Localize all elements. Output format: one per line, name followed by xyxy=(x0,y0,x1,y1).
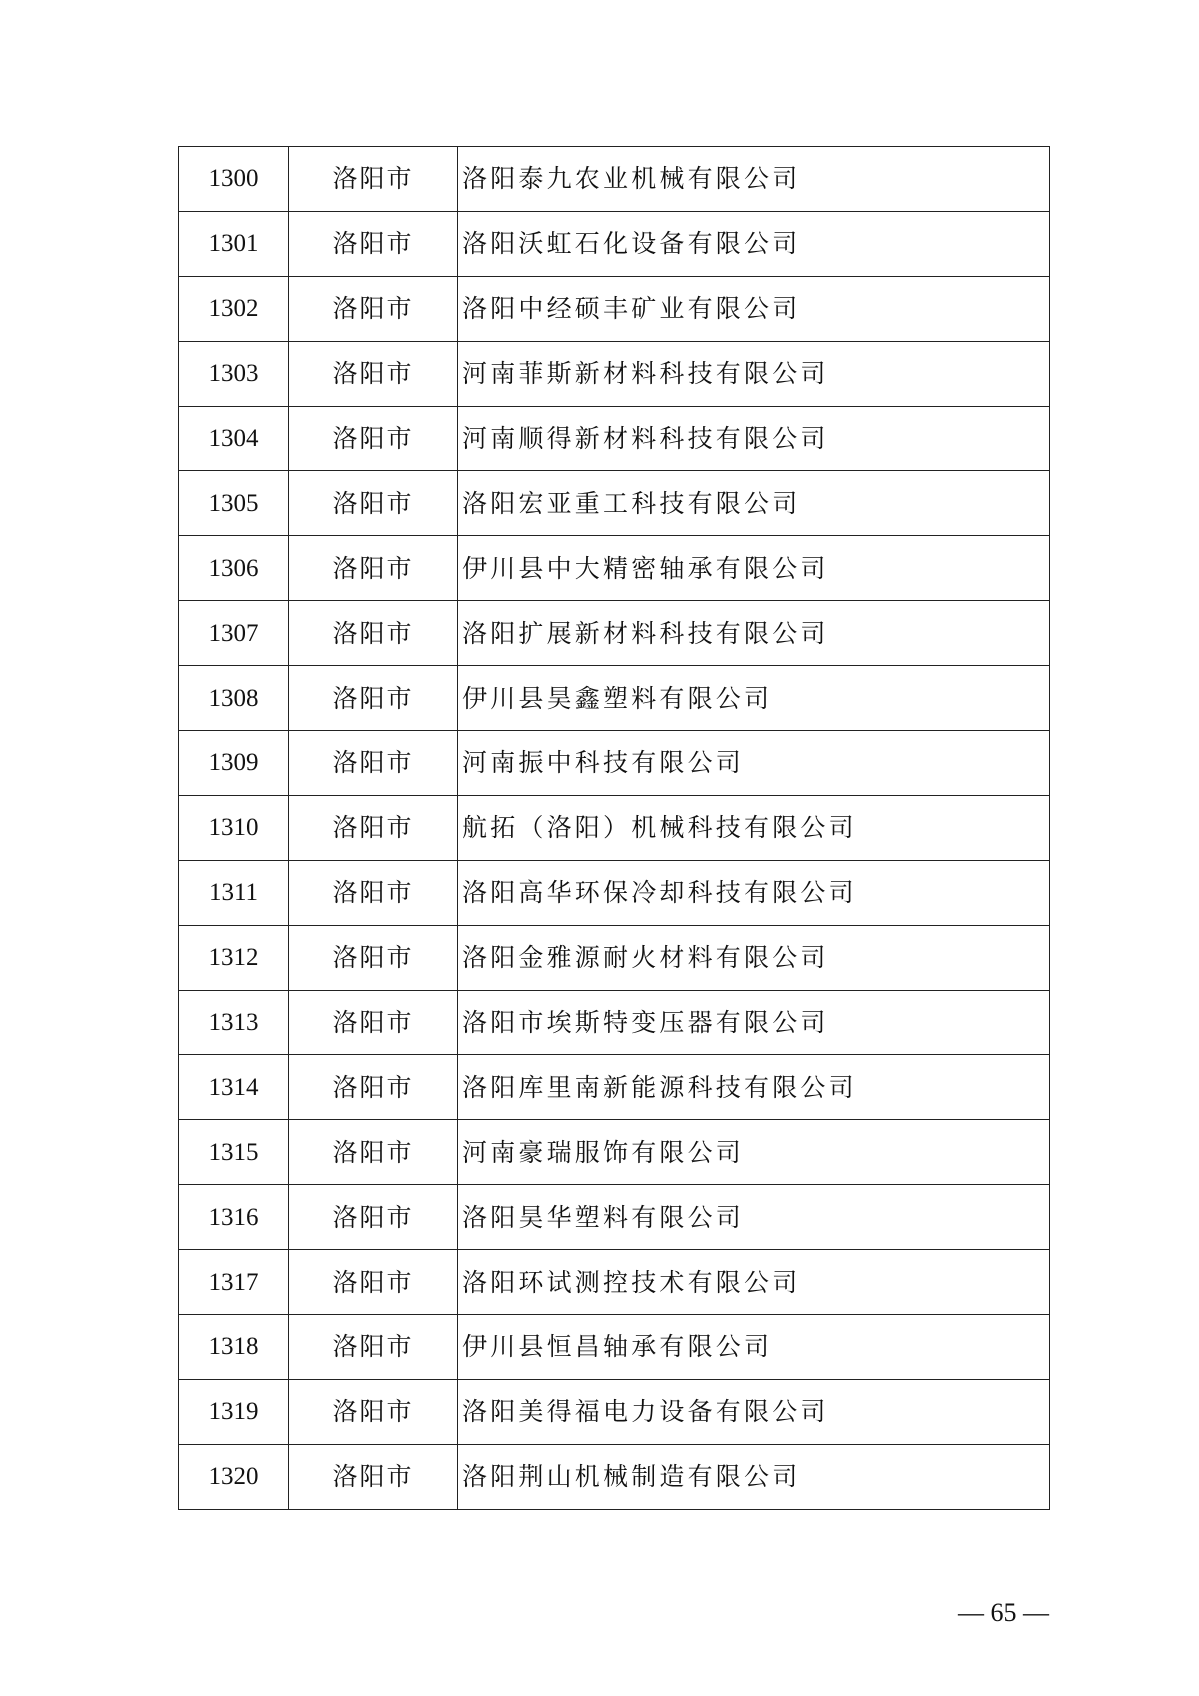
company-name-cell: 河南顺得新材料科技有限公司 xyxy=(458,406,1050,471)
row-number-cell: 1310 xyxy=(179,795,289,860)
company-list-table xyxy=(178,146,1050,1510)
table-row xyxy=(179,341,1050,406)
company-name-cell: 伊川县恒昌轴承有限公司 xyxy=(458,1315,1050,1380)
company-name-cell: 洛阳库里南新能源科技有限公司 xyxy=(458,1055,1050,1120)
row-number-cell: 1312 xyxy=(179,925,289,990)
city-cell: 洛阳市 xyxy=(289,406,458,471)
table-row xyxy=(179,147,1050,212)
row-number-cell: 1319 xyxy=(179,1379,289,1444)
city-cell: 洛阳市 xyxy=(289,1250,458,1315)
row-number-cell: 1313 xyxy=(179,990,289,1055)
table-row xyxy=(179,1315,1050,1380)
city-cell: 洛阳市 xyxy=(289,601,458,666)
city-cell: 洛阳市 xyxy=(289,666,458,731)
city-cell: 洛阳市 xyxy=(289,1444,458,1509)
company-name-cell: 洛阳宏亚重工科技有限公司 xyxy=(458,471,1050,536)
row-number-cell: 1302 xyxy=(179,276,289,341)
city-cell: 洛阳市 xyxy=(289,1120,458,1185)
row-number-cell: 1304 xyxy=(179,406,289,471)
table-row xyxy=(179,211,1050,276)
table-body xyxy=(179,147,1050,1510)
city-cell: 洛阳市 xyxy=(289,860,458,925)
company-name-cell: 洛阳扩展新材料科技有限公司 xyxy=(458,601,1050,666)
table-row xyxy=(179,601,1050,666)
table-row xyxy=(179,666,1050,731)
page-number: — 65 — xyxy=(958,1598,1049,1627)
company-name-cell: 洛阳沃虹石化设备有限公司 xyxy=(458,211,1050,276)
company-name-cell: 洛阳荆山机械制造有限公司 xyxy=(458,1444,1050,1509)
row-number-cell: 1306 xyxy=(179,536,289,601)
company-name-cell: 洛阳中经硕丰矿业有限公司 xyxy=(458,276,1050,341)
row-number-cell: 1311 xyxy=(179,860,289,925)
table-row xyxy=(179,731,1050,796)
table-row xyxy=(179,471,1050,536)
city-cell: 洛阳市 xyxy=(289,211,458,276)
company-name-cell: 河南振中科技有限公司 xyxy=(458,731,1050,796)
city-cell: 洛阳市 xyxy=(289,1379,458,1444)
company-name-cell: 洛阳环试测控技术有限公司 xyxy=(458,1250,1050,1315)
table-row xyxy=(179,925,1050,990)
row-number-cell: 1316 xyxy=(179,1185,289,1250)
company-name-cell: 洛阳美得福电力设备有限公司 xyxy=(458,1379,1050,1444)
city-cell: 洛阳市 xyxy=(289,795,458,860)
company-name-cell: 洛阳市埃斯特变压器有限公司 xyxy=(458,990,1050,1055)
row-number-cell: 1309 xyxy=(179,731,289,796)
row-number-cell: 1308 xyxy=(179,666,289,731)
row-number-cell: 1303 xyxy=(179,341,289,406)
row-number-cell: 1317 xyxy=(179,1250,289,1315)
company-name-cell: 河南豪瑞服饰有限公司 xyxy=(458,1120,1050,1185)
table-row xyxy=(179,276,1050,341)
table-row xyxy=(179,1444,1050,1509)
city-cell: 洛阳市 xyxy=(289,276,458,341)
city-cell: 洛阳市 xyxy=(289,471,458,536)
city-cell: 洛阳市 xyxy=(289,536,458,601)
table-row xyxy=(179,1055,1050,1120)
table-row xyxy=(179,1185,1050,1250)
row-number-cell: 1307 xyxy=(179,601,289,666)
table-row xyxy=(179,536,1050,601)
city-cell: 洛阳市 xyxy=(289,925,458,990)
company-name-cell: 伊川县中大精密轴承有限公司 xyxy=(458,536,1050,601)
row-number-cell: 1305 xyxy=(179,471,289,536)
city-cell: 洛阳市 xyxy=(289,147,458,212)
table-row xyxy=(179,990,1050,1055)
table-row xyxy=(179,860,1050,925)
table-row xyxy=(179,1379,1050,1444)
company-name-cell: 航拓（洛阳）机械科技有限公司 xyxy=(458,795,1050,860)
row-number-cell: 1314 xyxy=(179,1055,289,1120)
company-name-cell: 洛阳金雅源耐火材料有限公司 xyxy=(458,925,1050,990)
row-number-cell: 1318 xyxy=(179,1315,289,1380)
table-row xyxy=(179,406,1050,471)
row-number-cell: 1301 xyxy=(179,211,289,276)
company-name-cell: 河南菲斯新材料科技有限公司 xyxy=(458,341,1050,406)
row-number-cell: 1300 xyxy=(179,147,289,212)
city-cell: 洛阳市 xyxy=(289,1315,458,1380)
row-number-cell: 1320 xyxy=(179,1444,289,1509)
city-cell: 洛阳市 xyxy=(289,1055,458,1120)
table-row xyxy=(179,1250,1050,1315)
table-row xyxy=(179,1120,1050,1185)
company-name-cell: 洛阳泰九农业机械有限公司 xyxy=(458,147,1050,212)
company-name-cell: 伊川县昊鑫塑料有限公司 xyxy=(458,666,1050,731)
company-name-cell: 洛阳高华环保冷却科技有限公司 xyxy=(458,860,1050,925)
city-cell: 洛阳市 xyxy=(289,990,458,1055)
row-number-cell: 1315 xyxy=(179,1120,289,1185)
company-name-cell: 洛阳昊华塑料有限公司 xyxy=(458,1185,1050,1250)
city-cell: 洛阳市 xyxy=(289,341,458,406)
city-cell: 洛阳市 xyxy=(289,1185,458,1250)
city-cell: 洛阳市 xyxy=(289,731,458,796)
table-row xyxy=(179,795,1050,860)
